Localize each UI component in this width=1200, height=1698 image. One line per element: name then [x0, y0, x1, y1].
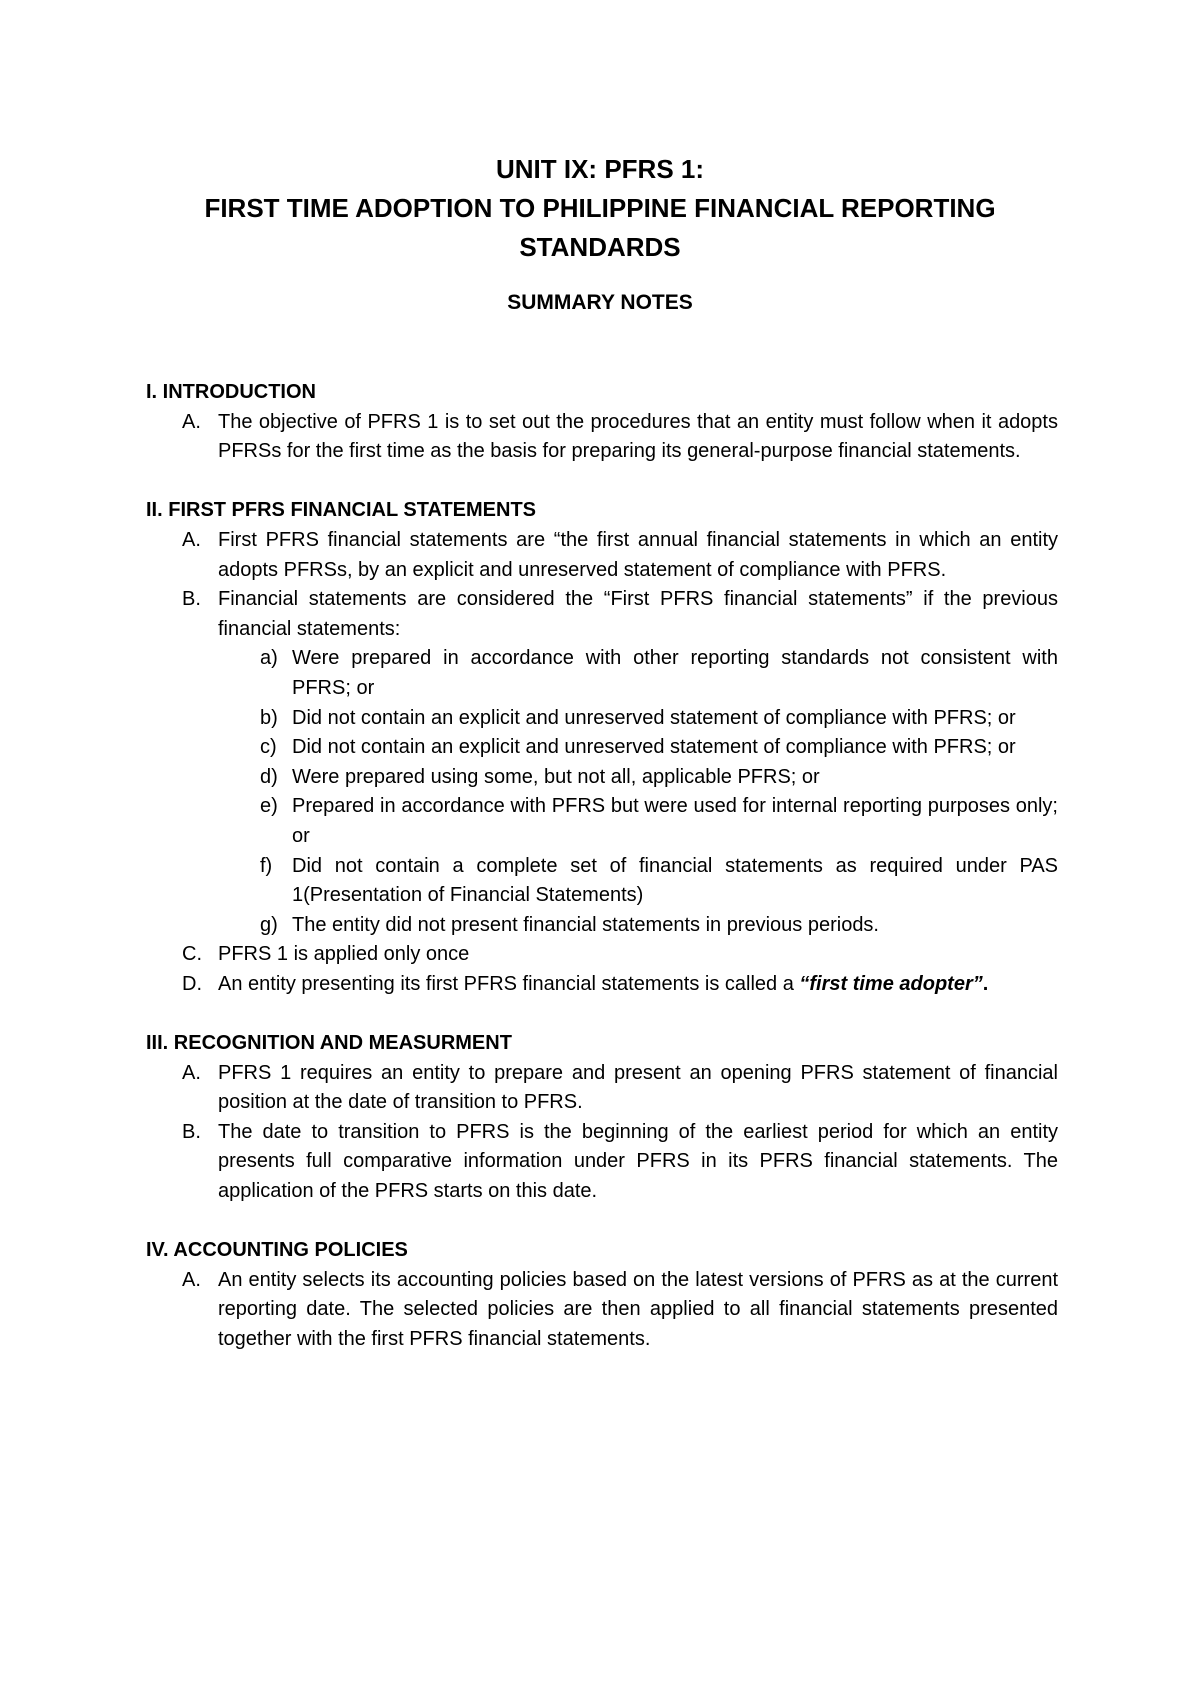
- list-item: [146, 408, 1058, 467]
- section-introduction: [146, 378, 1058, 467]
- list-marker: C.: [182, 943, 202, 966]
- sub-list-item-text: Were prepared in accordance with other reporting standards not consistent with PFRS; or: [292, 647, 1058, 699]
- sub-list-item: [146, 644, 1058, 703]
- text-run: .: [982, 972, 989, 995]
- document-body: [146, 378, 1058, 1384]
- sub-list-item-text: Did not contain an explicit and unreserved statement of compliance with PFRS; or: [292, 736, 1016, 759]
- document-subtitle: SUMMARY NOTES: [507, 291, 693, 314]
- list-item-text: PFRS 1 requires an entity to prepare and present an opening PFRS statement of financial position at the date of transition to PFRS.: [218, 1061, 1058, 1114]
- list-item: [146, 526, 1058, 585]
- sub-list-item-text: Did not contain a complete set of financial statements as required under PAS 1(Presentation of Financial Statements): [292, 854, 1058, 907]
- list-item-text: First PFRS financial statements are “the first annual financial statements in which an entity adopts PFRSs, by an explicit and unreserved statement of compliance with PFRS.: [218, 528, 1058, 581]
- list-item: [146, 940, 1058, 970]
- sub-list-marker: f): [260, 854, 273, 877]
- section-heading: III. RECOGNITION AND MEASURMENT: [146, 1032, 512, 1055]
- sub-list-item-text: Were prepared using some, but not all, applicable PFRS; or: [292, 765, 820, 788]
- sub-list-item: [146, 911, 1058, 941]
- sub-list-marker: c): [260, 736, 277, 759]
- list-marker: B.: [182, 1120, 201, 1143]
- list-item-text: Financial statements are considered the “First PFRS financial statements” if the previous financial statements:: [218, 588, 1058, 640]
- sub-list-item: [146, 852, 1058, 911]
- section-heading: IV. ACCOUNTING POLICIES: [146, 1239, 408, 1262]
- section-recognition-and-measurement: [146, 1029, 1058, 1207]
- list-marker: B.: [182, 588, 201, 611]
- list-marker: A.: [182, 1061, 201, 1084]
- list-item-text: The objective of PFRS 1 is to set out the procedures that an entity must follow when it adopts PFRSs for the first time as the basis for preparing its general-purpose financial statements.: [218, 410, 1058, 463]
- sub-list-item: [146, 704, 1058, 734]
- list-marker: A.: [182, 528, 201, 551]
- list-marker: A.: [182, 410, 201, 433]
- emphasized-term: “first time adopter”: [799, 972, 983, 995]
- list-item-text: An entity selects its accounting policies based on the latest versions of PFRS as at the current reporting date. The selected policies are then applied to all financial statements presented together with the first PFRS financial statements.: [218, 1268, 1058, 1350]
- sub-list-marker: b): [260, 706, 278, 729]
- sub-list-marker: d): [260, 765, 278, 788]
- section-heading: II. FIRST PFRS FINANCIAL STATEMENTS: [146, 499, 536, 522]
- sub-list-item-text: The entity did not present financial statements in previous periods.: [292, 913, 879, 936]
- sub-list-marker: a): [260, 647, 278, 670]
- sub-list-item: [146, 763, 1058, 793]
- sub-list-item-text: Prepared in accordance with PFRS but were used for internal reporting purposes only; or: [292, 795, 1058, 847]
- list-item-text: [218, 970, 1058, 1000]
- sub-list-item-text: Did not contain an explicit and unreserved statement of compliance with PFRS; or: [292, 706, 1016, 729]
- list-marker: A.: [182, 1268, 201, 1291]
- sub-list-marker: e): [260, 795, 278, 818]
- list-item: [146, 970, 1058, 1000]
- section-heading: I. INTRODUCTION: [146, 381, 316, 403]
- section-first-pfrs-financial-statements: [146, 496, 1058, 999]
- title-line-1: UNIT IX: PFRS 1:: [495, 154, 704, 184]
- list-item-text: PFRS 1 is applied only once: [218, 943, 470, 966]
- list-item: [146, 1059, 1058, 1118]
- list-item: [146, 1118, 1058, 1207]
- section-accounting-policies: [146, 1236, 1058, 1354]
- list-item: [146, 1266, 1058, 1355]
- list-item: [146, 585, 1058, 644]
- list-item-text: The date to transition to PFRS is the beginning of the earliest period for which an entity presents full comparative information under PFRS in its PFRS financial statements. The application of the PFRS starts on this date.: [218, 1120, 1058, 1203]
- sub-list-item: [146, 733, 1058, 763]
- document-title: [0, 150, 1200, 267]
- text-run: An entity presenting its first PFRS financial statements is called a: [218, 972, 800, 995]
- sub-list-item: [146, 792, 1058, 851]
- sub-list-marker: g): [260, 913, 278, 936]
- list-marker: D.: [182, 972, 202, 995]
- title-line-2: FIRST TIME ADOPTION TO PHILIPPINE FINANCIAL REPORTING: [204, 193, 996, 223]
- title-line-3: STANDARDS: [519, 232, 681, 262]
